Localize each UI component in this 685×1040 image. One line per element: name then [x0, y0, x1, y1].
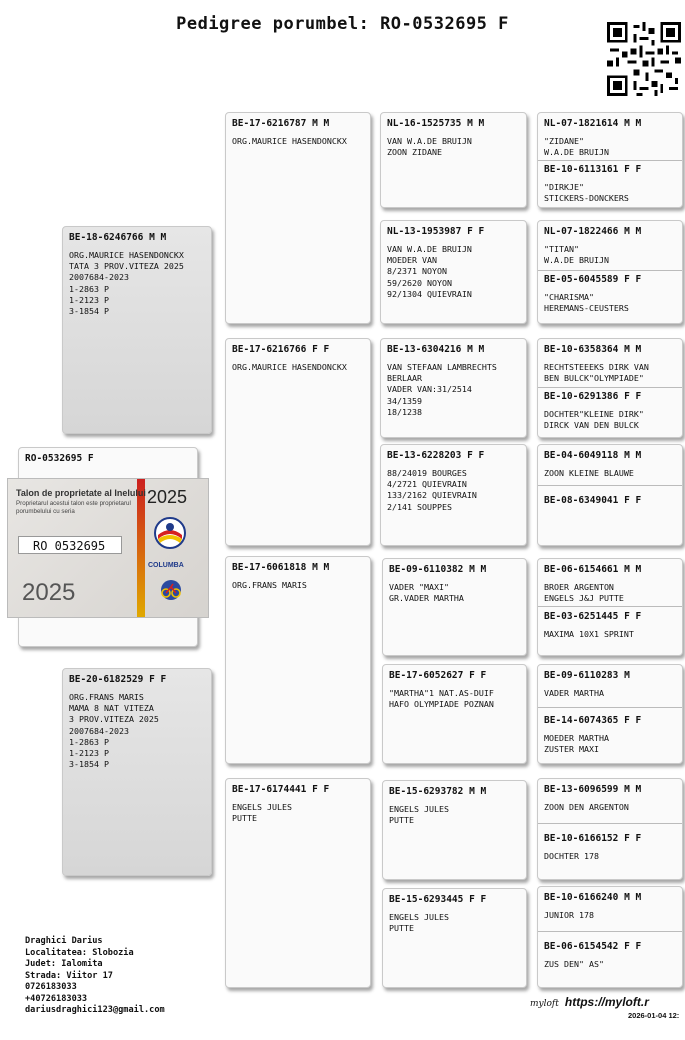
qr-code-icon: [607, 22, 681, 96]
father-line: 1-2123 P: [69, 294, 109, 305]
owner-line: 0726183033: [25, 982, 77, 992]
ggg-ring: NL-07-1822466 M M: [544, 226, 642, 237]
father-line: ORG.MAURICE HASENDONCKX: [69, 250, 184, 260]
ggg-divider: [538, 606, 682, 607]
ggg-entry: [544, 941, 678, 970]
great-grandparent-line: ZOON ZIDANE: [387, 147, 442, 158]
ggg-ring: BE-09-6110283 M: [544, 670, 630, 681]
ggg-line: JUNIOR 178: [544, 910, 594, 920]
ggg-line: DOCHTER 178: [544, 851, 599, 861]
page-title: Pedigree porumbel: RO-0532695 F: [176, 14, 509, 34]
ggg-divider: [538, 160, 682, 161]
great-grandparent-line: VAN STEFAAN LAMBRECHTS: [387, 362, 497, 372]
mother-line: MAMA 8 NAT VITEZA: [69, 703, 154, 714]
owner-line: +40726183033: [25, 993, 88, 1004]
mother-ring: BE-20-6182529 F F: [69, 674, 167, 685]
ggg-card-1[interactable]: [537, 112, 683, 208]
father-line: 3-1854 P: [69, 306, 109, 317]
ggg-entry: [544, 611, 678, 640]
great-grandparent-card-3[interactable]: [380, 338, 527, 438]
great-grandparent-ring: BE-17-6052627 F F: [389, 670, 487, 681]
ggg-line: W.A.DE BRUIJN: [544, 147, 609, 158]
father-ring: BE-18-6246766 M M: [69, 232, 167, 243]
ggg-divider: [538, 387, 682, 388]
ggg-ring: BE-05-6045589 F F: [544, 274, 642, 285]
talon-year: 2025: [147, 487, 188, 507]
footer-brand: [530, 995, 649, 1009]
mother-line: 2007684-2023: [69, 725, 129, 736]
ggg-line: "ZIDANE": [544, 136, 584, 146]
ggg-card-7[interactable]: [537, 778, 683, 880]
great-grandparent-card-4[interactable]: [380, 444, 527, 546]
ggg-line: DIRCK VAN DEN BULCK: [544, 420, 639, 431]
cyclist-icon: [156, 579, 186, 601]
grandparent-line: ORG.MAURICE HASENDONCKX: [232, 136, 347, 146]
ggg-ring: BE-10-6291386 F F: [544, 391, 642, 402]
great-grandparent-card-7[interactable]: [382, 780, 527, 880]
great-grandparent-line: 133/2162 QUIEVRAIN: [387, 490, 477, 501]
ggg-line: ZOON DEN ARGENTON: [544, 802, 629, 812]
grandparent-line: ORG.FRANS MARIS: [232, 580, 307, 590]
talon-brand: COLUMBA: [148, 562, 184, 569]
ggg-card-8[interactable]: [537, 886, 683, 988]
ggg-card-3[interactable]: [537, 338, 683, 438]
father-card[interactable]: [62, 226, 212, 434]
great-grandparent-card-2[interactable]: [380, 220, 527, 324]
ggg-line: HEREMANS-CEUSTERS: [544, 303, 629, 314]
ggg-ring: BE-08-6349041 F F: [544, 495, 642, 506]
ggg-line: RECHTSTEEEKS DIRK VAN: [544, 362, 649, 372]
great-grandparent-line: BERLAAR: [387, 373, 422, 384]
mother-card[interactable]: [62, 668, 212, 876]
great-grandparent-line: GR.VADER MARTHA: [389, 593, 464, 604]
grandparent-card-3[interactable]: [225, 556, 371, 764]
ggg-entry: [544, 495, 678, 513]
ggg-entry: [544, 274, 678, 314]
ggg-divider: [538, 707, 682, 708]
grandparent-ring: BE-17-6216766 F F: [232, 344, 330, 355]
owner-name: Draghici Darius: [25, 936, 103, 946]
owner-line: Strada: Viitor 17: [25, 970, 113, 981]
great-grandparent-line: PUTTE: [389, 923, 414, 934]
ggg-ring: BE-10-6166240 M M: [544, 892, 642, 903]
ggg-line: ZUSTER MAXI: [544, 744, 599, 755]
great-grandparent-line: VADER VAN:31/2514: [387, 384, 472, 395]
great-grandparent-line: PUTTE: [389, 815, 414, 826]
great-grandparent-line: 34/1359: [387, 395, 422, 406]
ggg-entry: [544, 164, 678, 204]
ggg-line: ZOON KLEINE BLAUWE: [544, 468, 634, 478]
talon-description: Proprietarul acestui talon este proprietarul porumbelului cu seria: [16, 500, 131, 515]
ggg-ring: BE-03-6251445 F F: [544, 611, 642, 622]
great-grandparent-card-5[interactable]: [382, 558, 527, 656]
ggg-ring: BE-04-6049118 M M: [544, 450, 642, 461]
ggg-ring: BE-10-6358364 M M: [544, 344, 642, 355]
grandparent-line: ENGELS JULES: [232, 802, 292, 812]
ggg-line: ZUS DEN" AS": [544, 959, 604, 969]
ggg-ring: BE-10-6166152 F F: [544, 833, 642, 844]
grandparent-line: PUTTE: [232, 813, 257, 824]
ggg-entry: [544, 391, 678, 431]
footer-timestamp: 2026-01-04 12:: [628, 1011, 680, 1020]
great-grandparent-line: VADER "MAXI": [389, 582, 449, 592]
ggg-ring: NL-07-1821614 M M: [544, 118, 642, 129]
grandparent-card-4[interactable]: [225, 778, 371, 988]
ggg-ring: BE-13-6096599 M M: [544, 784, 642, 795]
mother-line: 3 PROV.VITEZA 2025: [69, 714, 159, 725]
owner-line: Localitatea: Slobozia: [25, 947, 134, 958]
footer-url[interactable]: https://myloft.r: [564, 995, 649, 1009]
ggg-divider: [538, 823, 682, 824]
great-grandparent-line: 92/1304 QUIEVRAIN: [387, 288, 472, 299]
ggg-line: DOCHTER"KLEINE DIRK": [544, 409, 644, 419]
great-grandparent-line: ENGELS JULES: [389, 912, 449, 922]
ggg-ring: BE-06-6154661 M M: [544, 564, 642, 575]
ggg-line: STICKERS-DONCKERS: [544, 193, 629, 204]
talon-year-large: 2025: [22, 579, 76, 606]
ggg-line: MOEDER MARTHA: [544, 733, 609, 743]
ggg-line: BROER ARGENTON: [544, 582, 614, 592]
ggg-entry: [544, 715, 678, 755]
great-grandparent-card-1[interactable]: [380, 112, 527, 208]
ggg-card-2[interactable]: [537, 220, 683, 324]
columba-logo-icon: [154, 517, 186, 549]
ggg-line: VADER MARTHA: [544, 688, 604, 698]
mother-line: 3-1854 P: [69, 759, 109, 770]
ggg-divider: [538, 270, 682, 271]
grandparent-ring: BE-17-6061818 M M: [232, 562, 330, 573]
great-grandparent-line: "MARTHA"1 NAT.AS-DUIF: [389, 688, 494, 698]
great-grandparent-line: 88/24019 BOURGES: [387, 468, 467, 478]
ggg-divider: [538, 931, 682, 932]
great-grandparent-card-8[interactable]: [382, 888, 527, 988]
great-grandparent-ring: BE-13-6304216 M M: [387, 344, 485, 355]
ggg-line: "CHARISMA": [544, 292, 594, 302]
great-grandparent-ring: BE-15-6293445 F F: [389, 894, 487, 905]
owner-info: [25, 936, 165, 1017]
ggg-divider: [538, 485, 682, 486]
grandparent-line: ORG.MAURICE HASENDONCKX: [232, 362, 347, 372]
great-grandparent-line: VAN W.A.DE BRUIJN: [387, 136, 472, 146]
ggg-ring: BE-06-6154542 F F: [544, 941, 642, 952]
great-grandparent-ring: NL-13-1953987 F F: [387, 226, 485, 237]
great-grandparent-ring: BE-09-6110382 M M: [389, 564, 487, 575]
father-line: 1-2863 P: [69, 283, 109, 294]
talon-title: Talon de proprietate al Inelului: [16, 488, 146, 498]
owner-email: dariusdraghici123@gmail.com: [25, 1005, 165, 1015]
ggg-line: "DIRKJE": [544, 182, 584, 192]
great-grandparent-ring: BE-13-6228203 F F: [387, 450, 485, 461]
great-grandparent-line: 8/2371 NOYON: [387, 266, 447, 277]
ggg-line: ENGELS J&J PUTTE: [544, 593, 624, 604]
talon-ring-number: RO 0532695: [18, 536, 122, 554]
grandparent-ring: BE-17-6216787 M M: [232, 118, 330, 129]
great-grandparent-line: 2/141 SOUPPES: [387, 501, 452, 512]
ggg-line: MAXIMA 10X1 SPRINT: [544, 629, 634, 639]
great-grandparent-ring: BE-15-6293782 M M: [389, 786, 487, 797]
great-grandparent-line: ENGELS JULES: [389, 804, 449, 814]
ggg-entry: [544, 833, 678, 862]
grandparent-card-1[interactable]: [225, 112, 371, 324]
great-grandparent-line: 59/2620 NOYON: [387, 277, 452, 288]
mother-line: 1-2863 P: [69, 736, 109, 747]
great-grandparent-line: MOEDER VAN: [387, 255, 437, 266]
great-grandparent-line: 18/1238: [387, 406, 422, 417]
ggg-ring: BE-14-6074365 F F: [544, 715, 642, 726]
great-grandparent-line: 4/2721 QUIEVRAIN: [387, 479, 467, 490]
mother-line: ORG.FRANS MARIS: [69, 692, 144, 702]
father-line: 2007684-2023: [69, 272, 129, 283]
grandparent-card-2[interactable]: [225, 338, 371, 546]
ownership-talon: [7, 478, 209, 618]
great-grandparent-line: VAN W.A.DE BRUIJN: [387, 244, 472, 254]
great-grandparent-ring: NL-16-1525735 M M: [387, 118, 485, 129]
owner-line: Judet: Ialomita: [25, 959, 103, 969]
great-grandparent-line: HAFO OLYMPIADE POZNAN: [389, 699, 494, 710]
father-line: TATA 3 PROV.VITEZA 2025: [69, 261, 184, 272]
subject-ring: RO-0532695 F: [25, 453, 94, 464]
mother-line: 1-2123 P: [69, 748, 109, 759]
ggg-line: BEN BULCK"OLYMPIADE": [544, 373, 644, 384]
ggg-line: W.A.DE BRUIJN: [544, 255, 609, 266]
ggg-line: "TITAN": [544, 244, 579, 254]
great-grandparent-card-6[interactable]: [382, 664, 527, 764]
ggg-card-4[interactable]: [537, 444, 683, 546]
grandparent-ring: BE-17-6174441 F F: [232, 784, 330, 795]
myloft-logo-icon: myloft: [530, 999, 559, 1009]
ggg-card-6[interactable]: [537, 664, 683, 764]
ggg-card-5[interactable]: [537, 558, 683, 656]
ggg-ring: BE-10-6113161 F F: [544, 164, 642, 175]
talon-stripe: [137, 479, 145, 617]
